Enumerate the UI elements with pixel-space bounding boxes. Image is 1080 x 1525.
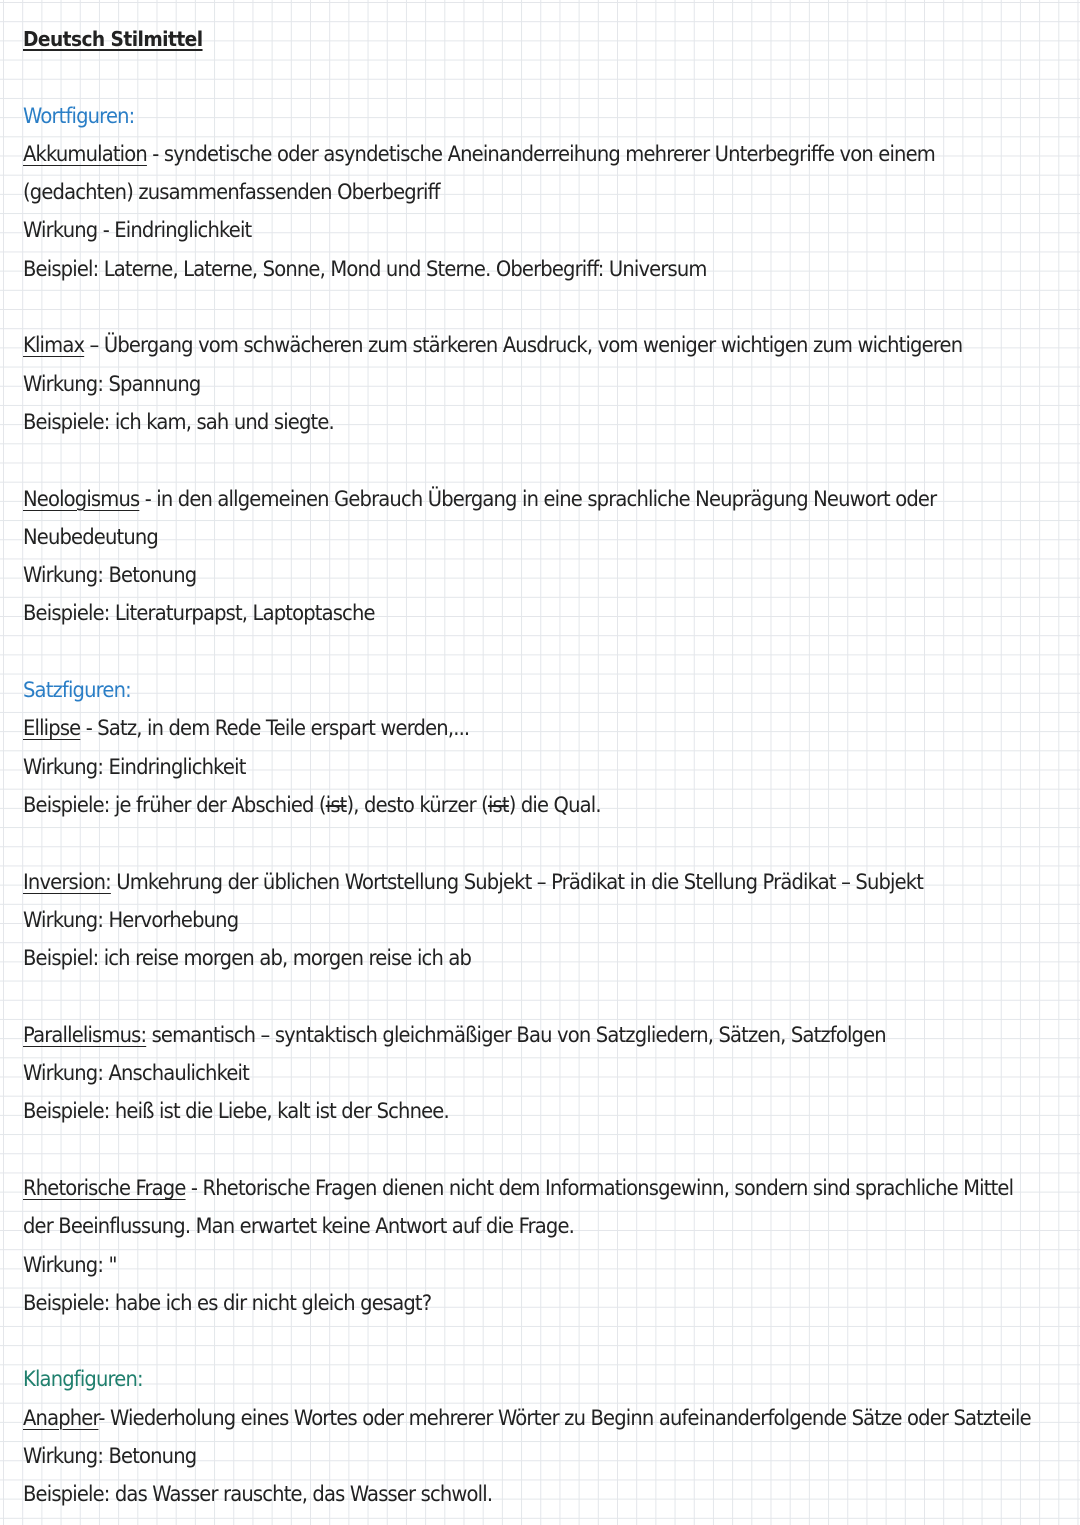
section-heading-wortfiguren: Wortfiguren: xyxy=(23,103,135,128)
beispiel-line: Beispiele: Literaturpapst, Laptoptasche xyxy=(23,601,375,626)
wirkung-line: Wirkung: " xyxy=(23,1252,117,1277)
section-heading-satzfiguren: Satzfiguren: xyxy=(23,678,131,703)
beispiel-line: Beispiele: das Wasser rauschte, das Wasser schwoll. xyxy=(23,1482,493,1507)
spacer xyxy=(23,633,1063,671)
beispiel-line: Beispiele: heiß ist die Liebe, kalt ist der Schnee. xyxy=(23,1099,449,1124)
beispiel-text: Beispiele: je früher der Abschied ( xyxy=(23,792,326,817)
wirkung-line: Wirkung - Eindringlichkeit xyxy=(23,218,252,243)
definition-continuation: (gedachten) zusammenfassenden Oberbegriff xyxy=(23,180,440,205)
definition-continuation: Neubedeutung xyxy=(23,524,158,549)
beispiel-line: Beispiele: habe ich es dir nicht gleich gesagt? xyxy=(23,1290,432,1315)
term-ellipse: Ellipse xyxy=(23,716,81,741)
wirkung-line: Wirkung: Betonung xyxy=(23,563,197,588)
spacer xyxy=(23,1131,1063,1169)
notes-page xyxy=(23,20,1063,1514)
definition-text: Umkehrung der üblichen Wortstellung Subjekt – Prädikat in die Stellung Prädikat – Subjekt xyxy=(110,869,924,894)
page-title: Deutsch Stilmittel xyxy=(23,27,203,51)
beispiel-line: Beispiele: ich kam, sah und siegte. xyxy=(23,409,334,434)
wirkung-line: Wirkung: Betonung xyxy=(23,1443,197,1468)
wirkung-line: Wirkung: Spannung xyxy=(23,371,201,396)
definition-text: - syndetische oder asyndetische Aneinanderreihung mehrerer Unterbegriffe von einem xyxy=(146,141,935,166)
struck-word: ist xyxy=(325,792,347,817)
definition-continuation: der Beeinflussung. Man erwartet keine Antwort auf die Frage. xyxy=(23,1214,574,1239)
term-neologismus: Neologismus xyxy=(23,486,140,511)
entry-rhetorische-frage-definition xyxy=(23,1169,1014,1207)
term-anapher: Anapher xyxy=(23,1405,99,1430)
term-inversion: Inversion: xyxy=(23,869,111,894)
entry-anapher-definition xyxy=(23,1399,1031,1437)
wirkung-line: Wirkung: Anschaulichkeit xyxy=(23,1061,249,1086)
spacer xyxy=(23,58,1063,96)
definition-text: – Übergang vom schwächeren zum stärkeren Ausdruck, vom weniger wichtigen zum wichtigeren xyxy=(84,333,963,358)
wirkung-line: Wirkung: Hervorhebung xyxy=(23,907,239,932)
spacer xyxy=(23,1322,1063,1360)
beispiel-line: Beispiel: ich reise morgen ab, morgen reise ich ab xyxy=(23,946,472,971)
term-parallelismus: Parallelismus: xyxy=(23,1022,147,1047)
entry-neologismus-definition xyxy=(23,480,990,518)
struck-word: ist xyxy=(487,792,509,817)
definition-text: - Wiederholung eines Wortes oder mehrerer Wörter zu Beginn aufeinanderfolgende Sätze oder Satzteile xyxy=(98,1405,1031,1430)
entry-inversion-definition xyxy=(23,863,990,901)
section-heading-klangfiguren: Klangfiguren: xyxy=(23,1367,143,1392)
definition-text: - in den allgemeinen Gebrauch Übergang in eine sprachliche Neuprägung Neuwort oder xyxy=(139,486,937,511)
spacer xyxy=(23,441,1063,479)
entry-parallelismus-definition xyxy=(23,1016,990,1054)
beispiel-text: ), desto kürzer ( xyxy=(346,792,488,817)
entry-ellipse-definition xyxy=(23,709,990,747)
definition-text: - Satz, in dem Rede Teile erspart werden,... xyxy=(80,716,470,741)
term-akkumulation: Akkumulation xyxy=(23,141,147,166)
spacer xyxy=(23,288,1063,326)
definition-text: - Rhetorische Fragen dienen nicht dem Informationsgewinn, sondern sind sprachliche Mittel xyxy=(185,1175,1014,1200)
beispiel-line: Beispiel: Laterne, Laterne, Sonne, Mond und Sterne. Oberbegriff: Universum xyxy=(23,256,707,281)
definition-text: semantisch – syntaktisch gleichmäßiger Bau von Satzgliedern, Sätzen, Satzfolgen xyxy=(146,1022,886,1047)
term-rhetorische-frage: Rhetorische Frage xyxy=(23,1175,186,1200)
entry-akkumulation-definition xyxy=(23,135,990,173)
wirkung-line: Wirkung: Eindringlichkeit xyxy=(23,754,246,779)
beispiel-text: ) die Qual. xyxy=(508,792,601,817)
beispiel-line xyxy=(23,786,990,824)
term-klimax: Klimax xyxy=(23,333,85,358)
entry-klimax-definition xyxy=(23,326,990,364)
spacer xyxy=(23,824,1063,862)
spacer xyxy=(23,977,1063,1015)
